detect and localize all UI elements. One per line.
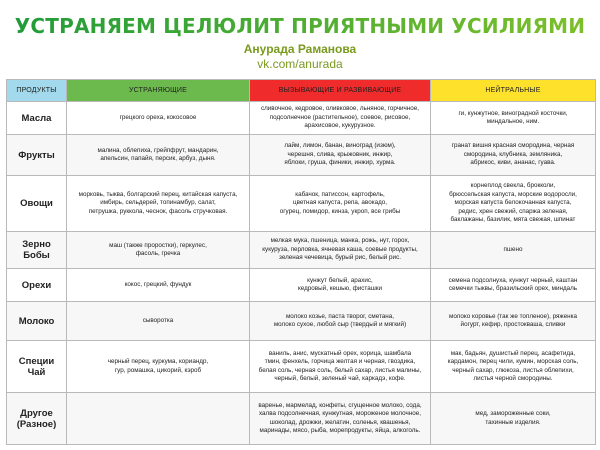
- eliminate-cell-line: черный перец, куркума, кориандр,: [107, 358, 209, 366]
- cause-cell-line: мелкая мука, пшеница, манка, рожь, нут, горох,: [270, 237, 410, 245]
- neutral-cell-line: молоко коровье (так же топленое), ряженка: [448, 312, 577, 320]
- neutral-cell-line: мед, замороженные соки,: [475, 410, 551, 418]
- neutral-cell: [431, 232, 596, 269]
- cause-cell-line: халва подсолнечная, кунжутная, мороженое молочное,: [258, 410, 422, 418]
- neutral-cell: [431, 341, 596, 393]
- product-name-line: Зерно: [22, 239, 51, 250]
- neutral-cell-line: гранат вишня красная смородина, черная: [451, 142, 575, 150]
- cause-cell-line: сливочное, кедровое, оливковое, льняное, горчичное,: [260, 105, 420, 113]
- author-name: Анурада Раманова: [243, 42, 357, 56]
- neutral-cell-line: смородина, клубника, земляника,: [463, 150, 563, 158]
- eliminate-cell-line: фасоль, гречка: [135, 250, 181, 257]
- neutral-cell-line: миндальное, ним.: [486, 118, 540, 125]
- cause-cell-line: кунжут белый, арахис,: [307, 276, 373, 284]
- neutral-cell-line: брюссельская капуста, морские водоросли,: [449, 190, 577, 198]
- eliminate-cell-line: сыворотка: [142, 316, 174, 324]
- cause-cell-line: молоко козье, паста творог, сметана,: [285, 312, 395, 320]
- column-header-products: ПРОДУКТЫ: [7, 80, 67, 102]
- eliminate-cell: [67, 176, 250, 232]
- neutral-cell-line: семена подсолнуха, кунжут черный, каштан: [448, 276, 578, 284]
- neutral-cell-line: корнеплод свекла, брокколи,: [470, 182, 556, 190]
- neutral-cell-line: морская капуста белокочанная капуста,: [454, 199, 572, 207]
- neutral-cell: [431, 135, 596, 176]
- eliminate-cell: [67, 102, 250, 135]
- eliminate-cell: [67, 232, 250, 269]
- neutral-cell-line: баклажаны, базилик, мята свежая, шпинат: [450, 216, 576, 224]
- cause-cell-line: черный, белый, зеленый чай, каркадэ, кофе.: [274, 374, 406, 382]
- product-name: [7, 269, 67, 302]
- neutral-cell-line: йогурт, кефир, простокваша, сливки: [460, 321, 566, 328]
- cause-cell-line: кукуруза, перловка, ячневая каша, соевые продукты,: [262, 245, 418, 253]
- cause-cell: [250, 302, 431, 341]
- table-header-row: [7, 80, 596, 102]
- cause-cell-line: яблоки, груша, финики, инжир, хурма.: [284, 159, 396, 167]
- neutral-cell-line: черный сахар, глюкоза, листья облепихи,: [452, 366, 574, 374]
- eliminate-cell-line: малина, облепиха, грейпфрут, мандарин,: [97, 146, 219, 154]
- eliminate-cell: [67, 341, 250, 393]
- author-link[interactable]: vk.com/anurada: [257, 57, 343, 71]
- product-name-line: Орехи: [21, 279, 52, 291]
- neutral-cell-line: мак, бадьян, душистый перец, асафетида,: [450, 349, 576, 357]
- neutral-cell: [431, 269, 596, 302]
- cause-cell-line: подсолнечное (растительное), соевое, рисовое,: [269, 113, 411, 121]
- cause-cell-line: зеленая чечевица, бурый рис, белый рис.: [279, 254, 401, 262]
- cause-cell: [250, 135, 431, 176]
- cause-cell-line: огурец, помидор, кинза, укроп, все грибы: [279, 207, 401, 215]
- table-row: [7, 269, 596, 302]
- product-name: [7, 135, 67, 176]
- eliminate-cell-line: имбирь, сельдерей, топинамбур, салат,: [100, 199, 216, 207]
- table-row: [7, 393, 596, 445]
- product-name: [7, 176, 67, 232]
- cause-cell-line: лайм, лимон, банан, виноград (изюм),: [284, 142, 396, 150]
- eliminate-cell-line: петрушка, руккола, чеснок, фасоль стручковая.: [88, 207, 228, 215]
- neutral-cell-line: кардамон, перец чили, кумин, морская соль,: [447, 358, 579, 366]
- neutral-cell: [431, 102, 596, 135]
- product-name-line: Чай: [27, 366, 46, 378]
- neutral-cell-line: семечки тыквы, бразильский орех, миндаль: [448, 285, 578, 292]
- eliminate-cell-line: кокос, грецкий, фундук: [124, 280, 192, 288]
- product-name-line: Бобы: [23, 250, 50, 261]
- eliminate-cell: [67, 269, 250, 302]
- table-row: [7, 341, 596, 393]
- cause-cell-line: шоколад, дрожжи, желатин, соленья, квашенья,: [269, 418, 411, 426]
- food-table: [6, 79, 596, 445]
- cause-cell: [250, 176, 431, 232]
- eliminate-cell-line: морковь, тыква, болгарский перец, китайская капуста,: [78, 190, 238, 198]
- neutral-cell-line: тахинные изделия.: [485, 418, 541, 426]
- cause-cell-line: тмин, фенхель, горчица желтая и черная, гвоздика,: [264, 358, 416, 366]
- eliminate-cell-line: апельсин, папайя, персик, арбуз, дыня.: [100, 155, 216, 162]
- column-header-cause: ВЫЗЫВАЮЩИЕ И РАЗВИВАЮЩИЕ: [250, 80, 431, 102]
- product-name: [7, 302, 67, 341]
- table-body: [7, 102, 596, 445]
- product-name-line: Фрукты: [18, 149, 55, 161]
- cause-cell: [250, 341, 431, 393]
- product-name-line: Специи: [18, 355, 55, 367]
- product-name-line: Масла: [21, 112, 52, 124]
- neutral-cell-line: листья черной смородины.: [473, 374, 553, 382]
- product-name: [7, 102, 67, 135]
- cause-cell-line: варенье, мармелад, конфеты, сгущенное молоко, сода,: [258, 401, 422, 409]
- column-header-eliminate: УСТРАНЯЮЩИЕ: [67, 80, 250, 102]
- eliminate-cell-line: маш (также проростки), геркулес,: [109, 241, 207, 249]
- neutral-cell-line: редис, хрен свежий, спаржа зеленая,: [458, 207, 568, 215]
- product-name-line: Молоко: [18, 315, 55, 327]
- cause-cell: [250, 102, 431, 135]
- table-row: [7, 232, 596, 269]
- page-title: УСТРАНЯЕМ ЦЕЛЮЛИТ ПРИЯТНЫМИ УСИЛИЯМИ: [0, 14, 600, 38]
- column-header-neutral: НЕЙТРАЛЬНЫЕ: [431, 80, 596, 102]
- cause-cell-line: ваниль, анис, мускатный орех, корица, шамбала: [268, 349, 412, 357]
- eliminate-cell: [67, 393, 250, 445]
- cause-cell-line: арахисовое, кукурузное.: [304, 122, 376, 130]
- cause-cell-line: цветная капуста, репа, авокадо,: [292, 199, 388, 207]
- cause-cell: [250, 393, 431, 445]
- table-row: [7, 176, 596, 232]
- table-row: [7, 102, 596, 135]
- cause-cell-line: кедровый, кешью, фисташки: [297, 285, 383, 292]
- cause-cell: [250, 269, 431, 302]
- product-name-line: Другое: [20, 407, 53, 419]
- table-row: [7, 302, 596, 341]
- eliminate-cell: [67, 302, 250, 341]
- neutral-cell: [431, 176, 596, 232]
- neutral-cell-line: абрикос, киви, ананас, гуава.: [470, 159, 556, 167]
- eliminate-cell: [67, 135, 250, 176]
- cause-cell-line: черешня, слива, крыжовник, инжир,: [287, 150, 393, 158]
- cause-cell-line: кабачок, патиссон, картофель,: [295, 190, 385, 198]
- neutral-cell: [431, 302, 596, 341]
- eliminate-cell-line: грецкого ореха, кокосовое: [119, 113, 197, 121]
- neutral-cell-line: пшено: [503, 245, 523, 253]
- product-name: [7, 393, 67, 445]
- product-name: [7, 341, 67, 393]
- header: [0, 0, 600, 80]
- neutral-cell: [431, 393, 596, 445]
- eliminate-cell-line: гур, ромашка, цикорий, кэроб: [114, 366, 202, 374]
- neutral-cell-line: ги, кунжутное, виноградной косточки,: [458, 109, 568, 117]
- product-name-line: (Разное): [16, 418, 57, 430]
- cause-cell-line: молоко сухое, любой сыр (твердый и мягкий): [273, 321, 407, 328]
- product-name: [7, 232, 67, 269]
- table-row: [7, 135, 596, 176]
- product-name-line: Овощи: [20, 198, 53, 209]
- cause-cell-line: маринады, мясо, рыба, морепродукты, яйца, алкоголь.: [259, 426, 421, 434]
- cause-cell-line: белая соль, черная соль, белый сахар, листья малины,: [258, 366, 422, 374]
- cause-cell: [250, 232, 431, 269]
